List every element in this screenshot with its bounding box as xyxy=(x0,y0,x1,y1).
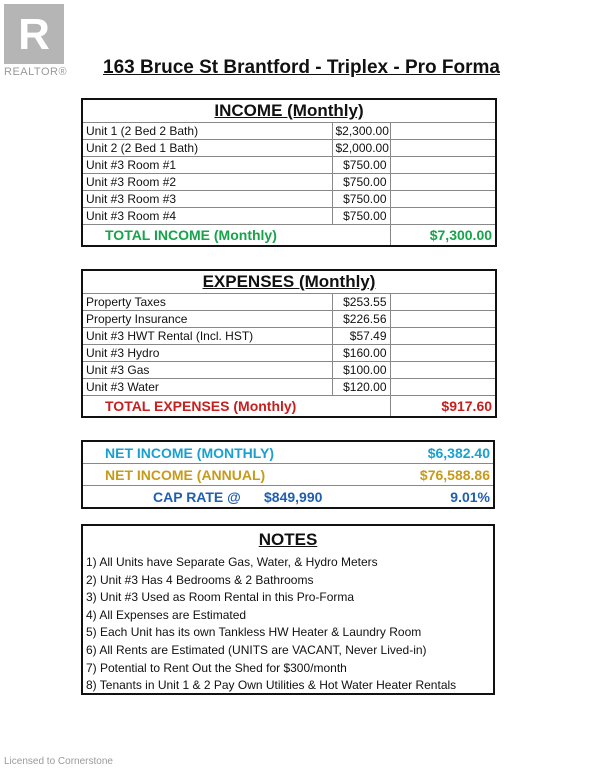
cap-rate-label: CAP RATE @ xyxy=(153,489,241,505)
table-row xyxy=(82,123,496,140)
expenses-total-label: TOTAL EXPENSES (Monthly) xyxy=(82,396,390,418)
row-label: Unit 2 (2 Bed 1 Bath) xyxy=(82,140,332,157)
table-row xyxy=(82,345,496,362)
note-item: 7) Potential to Rent Out the Shed for $300/month xyxy=(86,660,347,675)
net-monthly-row xyxy=(83,442,493,464)
row-label: Property Insurance xyxy=(82,311,332,328)
note-item: 1) All Units have Separate Gas, Water, & Hydro Meters xyxy=(86,555,378,569)
row-amount: $253.55 xyxy=(332,294,390,311)
license-footer: Licensed to Cornerstone xyxy=(4,756,113,767)
row-label: Unit #3 Room #3 xyxy=(82,191,332,208)
table-row xyxy=(82,174,496,191)
note-item: 8) Tenants in Unit 1 & 2 Pay Own Utilities & Hot Water Heater Rentals xyxy=(86,678,457,693)
table-row xyxy=(82,208,496,225)
realtor-logo-mark xyxy=(4,4,64,64)
row-label: Unit 1 (2 Bed 2 Bath) xyxy=(82,123,332,140)
table-row xyxy=(82,328,496,345)
income-total-label: TOTAL INCOME (Monthly) xyxy=(82,225,390,247)
net-annual-value: $76,588.86 xyxy=(419,467,490,483)
note-item: 2) Unit #3 Has 4 Bedrooms & 2 Bathrooms xyxy=(86,572,314,587)
row-amount: $120.00 xyxy=(332,379,390,396)
row-amount: $2,300.00 xyxy=(332,123,390,140)
table-row xyxy=(82,157,496,174)
table-row xyxy=(82,191,496,208)
row-label: Unit #3 Room #1 xyxy=(82,157,332,174)
row-label: Unit #3 Room #2 xyxy=(82,174,332,191)
row-amount: $2,000.00 xyxy=(332,140,390,157)
page-title: 163 Bruce St Brantford - Triplex - Pro Forma xyxy=(103,57,500,78)
row-label: Unit #3 Gas xyxy=(82,362,332,379)
row-amount: $750.00 xyxy=(332,157,390,174)
cap-rate-value: 9.01% xyxy=(450,489,490,505)
row-label: Unit #3 Hydro xyxy=(82,345,332,362)
income-total-value: $7,300.00 xyxy=(390,225,496,247)
realtor-logo xyxy=(4,4,70,78)
note-item: 6) All Rents are Estimated (UNITS are VACANT, Never Lived-in) xyxy=(86,642,427,657)
notes-box xyxy=(81,524,495,695)
expenses-heading: EXPENSES (Monthly) xyxy=(82,270,496,294)
realtor-logo-text: REALTOR® xyxy=(4,66,68,78)
note-item: 4) All Expenses are Estimated xyxy=(86,607,247,622)
expenses-table xyxy=(81,269,497,418)
net-monthly-value: $6,382.40 xyxy=(427,445,490,461)
expenses-total-row xyxy=(82,396,496,418)
cap-rate-price: $849,990 xyxy=(264,489,323,505)
row-label: Unit #3 Water xyxy=(82,379,332,396)
net-income-box xyxy=(81,440,495,509)
income-table xyxy=(81,98,497,247)
net-annual-row xyxy=(83,464,493,486)
net-monthly-label: NET INCOME (MONTHLY) xyxy=(105,445,275,461)
note-item: 5) Each Unit has its own Tankless HW Heater & Laundry Room xyxy=(86,625,422,640)
table-row xyxy=(82,379,496,396)
row-amount: $57.49 xyxy=(332,328,390,345)
table-row xyxy=(82,140,496,157)
row-amount: $100.00 xyxy=(332,362,390,379)
row-label: Unit #3 HWT Rental (Incl. HST) xyxy=(82,328,332,345)
row-amount: $750.00 xyxy=(332,208,390,225)
table-row xyxy=(82,311,496,328)
realtor-logo-glyph: R xyxy=(18,10,50,59)
row-label: Property Taxes xyxy=(82,294,332,311)
income-total-row xyxy=(82,225,496,247)
note-item: 3) Unit #3 Used as Room Rental in this Pro-Forma xyxy=(86,590,355,605)
expenses-total-value: $917.60 xyxy=(390,396,496,418)
table-row xyxy=(82,362,496,379)
cap-rate-row xyxy=(83,486,493,507)
row-amount: $160.00 xyxy=(332,345,390,362)
net-annual-label: NET INCOME (ANNUAL) xyxy=(105,467,266,483)
table-row xyxy=(82,294,496,311)
row-label: Unit #3 Room #4 xyxy=(82,208,332,225)
income-heading: INCOME (Monthly) xyxy=(82,99,496,123)
notes-heading: NOTES xyxy=(258,530,318,549)
row-amount: $226.56 xyxy=(332,311,390,328)
row-amount: $750.00 xyxy=(332,191,390,208)
row-amount: $750.00 xyxy=(332,174,390,191)
